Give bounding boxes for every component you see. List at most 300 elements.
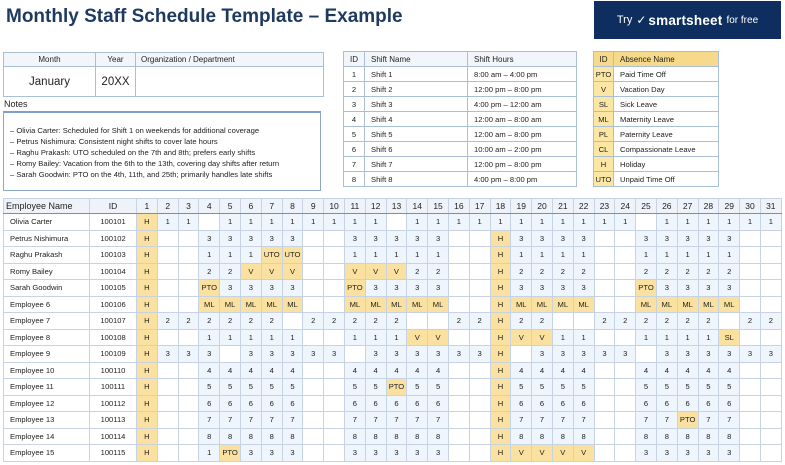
schedule-cell[interactable]: 2 [677, 263, 698, 280]
schedule-cell[interactable]: 7 [573, 412, 594, 429]
schedule-cell[interactable]: 1 [448, 214, 469, 231]
absence-code-cell[interactable]: ML [594, 112, 614, 127]
shift-name-cell[interactable]: Shift 4 [365, 112, 468, 127]
employee-name-cell[interactable]: Romy Bailey [4, 263, 90, 280]
schedule-cell[interactable]: 3 [698, 445, 719, 462]
schedule-cell[interactable] [178, 412, 199, 429]
schedule-cell[interactable]: V [386, 263, 407, 280]
absence-name-cell[interactable]: Paid Time Off [614, 67, 719, 82]
shift-id-cell[interactable]: 2 [344, 82, 365, 97]
schedule-cell[interactable] [615, 445, 636, 462]
schedule-cell[interactable] [740, 445, 761, 462]
schedule-cell[interactable]: 4 [344, 362, 365, 379]
schedule-cell[interactable]: 3 [656, 445, 677, 462]
schedule-cell[interactable]: 5 [698, 379, 719, 396]
schedule-cell[interactable]: 2 [760, 313, 781, 330]
schedule-cell[interactable]: 1 [656, 247, 677, 264]
schedule-cell[interactable]: 3 [386, 280, 407, 297]
schedule-cell[interactable]: PTO [344, 280, 365, 297]
schedule-cell[interactable] [157, 296, 178, 313]
schedule-cell[interactable] [324, 362, 345, 379]
schedule-cell[interactable]: 3 [220, 230, 241, 247]
schedule-cell[interactable]: 7 [282, 412, 303, 429]
schedule-cell[interactable]: 3 [199, 346, 220, 363]
schedule-cell[interactable]: 2 [178, 313, 199, 330]
schedule-cell[interactable]: 1 [324, 214, 345, 231]
schedule-cell[interactable]: 1 [407, 247, 428, 264]
schedule-cell[interactable] [469, 280, 490, 297]
employee-id-cell[interactable]: 100103 [90, 247, 137, 264]
schedule-cell[interactable]: 2 [448, 313, 469, 330]
schedule-cell[interactable]: SL [719, 329, 740, 346]
schedule-cell[interactable] [157, 379, 178, 396]
schedule-cell[interactable]: 2 [698, 263, 719, 280]
schedule-cell[interactable]: 3 [552, 280, 573, 297]
schedule-cell[interactable] [760, 445, 781, 462]
schedule-cell[interactable]: 2 [656, 313, 677, 330]
employee-name-cell[interactable]: Employee 6 [4, 296, 90, 313]
schedule-cell[interactable] [615, 412, 636, 429]
schedule-cell[interactable]: ML [365, 296, 386, 313]
schedule-cell[interactable]: 3 [573, 346, 594, 363]
schedule-cell[interactable] [324, 329, 345, 346]
schedule-cell[interactable]: 3 [282, 346, 303, 363]
schedule-cell[interactable] [303, 329, 324, 346]
shift-id-cell[interactable]: 8 [344, 172, 365, 187]
schedule-cell[interactable]: 2 [677, 313, 698, 330]
month-field[interactable]: January [4, 67, 96, 97]
schedule-cell[interactable]: 3 [324, 346, 345, 363]
schedule-cell[interactable] [760, 395, 781, 412]
schedule-cell[interactable] [719, 313, 740, 330]
schedule-cell[interactable]: 5 [656, 379, 677, 396]
shift-hours-cell[interactable]: 4:00 pm – 8:00 pm [468, 172, 577, 187]
schedule-cell[interactable]: 2 [199, 313, 220, 330]
schedule-cell[interactable]: 3 [698, 346, 719, 363]
schedule-cell[interactable]: H [490, 412, 511, 429]
employee-id-cell[interactable]: 100101 [90, 214, 137, 231]
schedule-cell[interactable] [157, 445, 178, 462]
schedule-cell[interactable]: V [552, 445, 573, 462]
schedule-cell[interactable] [303, 296, 324, 313]
schedule-cell[interactable] [615, 379, 636, 396]
schedule-cell[interactable]: 3 [282, 280, 303, 297]
shift-id-cell[interactable]: 3 [344, 97, 365, 112]
notes-box[interactable] [3, 111, 321, 191]
schedule-cell[interactable] [178, 263, 199, 280]
schedule-cell[interactable] [448, 362, 469, 379]
schedule-cell[interactable]: ML [282, 296, 303, 313]
schedule-cell[interactable] [615, 263, 636, 280]
schedule-cell[interactable]: 3 [573, 230, 594, 247]
schedule-cell[interactable]: 6 [677, 395, 698, 412]
schedule-cell[interactable]: 1 [407, 214, 428, 231]
schedule-cell[interactable]: 4 [636, 362, 657, 379]
schedule-cell[interactable] [760, 280, 781, 297]
schedule-cell[interactable]: 3 [261, 346, 282, 363]
schedule-cell[interactable] [324, 247, 345, 264]
schedule-cell[interactable] [386, 214, 407, 231]
schedule-cell[interactable]: 4 [573, 362, 594, 379]
schedule-cell[interactable]: 4 [240, 362, 261, 379]
schedule-cell[interactable]: H [137, 214, 158, 231]
schedule-cell[interactable]: 6 [407, 395, 428, 412]
schedule-cell[interactable]: H [137, 395, 158, 412]
schedule-cell[interactable]: 7 [240, 412, 261, 429]
schedule-cell[interactable] [324, 263, 345, 280]
schedule-cell[interactable]: 3 [261, 445, 282, 462]
schedule-cell[interactable]: V [407, 329, 428, 346]
schedule-cell[interactable] [303, 412, 324, 429]
schedule-cell[interactable] [740, 329, 761, 346]
schedule-cell[interactable]: V [532, 329, 553, 346]
schedule-cell[interactable]: 2 [220, 313, 241, 330]
schedule-cell[interactable] [448, 263, 469, 280]
employee-id-cell[interactable]: 100105 [90, 280, 137, 297]
schedule-cell[interactable]: ML [677, 296, 698, 313]
schedule-cell[interactable]: 3 [261, 230, 282, 247]
schedule-cell[interactable]: 8 [428, 428, 449, 445]
schedule-cell[interactable]: 3 [511, 230, 532, 247]
schedule-cell[interactable] [740, 247, 761, 264]
shift-hours-cell[interactable]: 12:00 am – 8:00 pm [468, 127, 577, 142]
schedule-cell[interactable]: 5 [199, 379, 220, 396]
schedule-cell[interactable] [448, 280, 469, 297]
schedule-cell[interactable]: ML [719, 296, 740, 313]
employee-id-cell[interactable]: 100115 [90, 445, 137, 462]
schedule-cell[interactable]: ML [407, 296, 428, 313]
schedule-cell[interactable] [303, 247, 324, 264]
absence-code-cell[interactable]: PL [594, 127, 614, 142]
schedule-cell[interactable]: H [490, 247, 511, 264]
schedule-cell[interactable]: 7 [365, 412, 386, 429]
schedule-cell[interactable]: 3 [220, 280, 241, 297]
schedule-cell[interactable]: 2 [656, 263, 677, 280]
schedule-cell[interactable]: 6 [365, 395, 386, 412]
schedule-cell[interactable] [157, 329, 178, 346]
employee-id-cell[interactable]: 100114 [90, 428, 137, 445]
schedule-cell[interactable]: 6 [261, 395, 282, 412]
schedule-cell[interactable]: ML [344, 296, 365, 313]
schedule-cell[interactable]: H [137, 412, 158, 429]
schedule-cell[interactable]: 4 [386, 362, 407, 379]
schedule-cell[interactable]: 3 [344, 445, 365, 462]
schedule-cell[interactable]: 1 [677, 247, 698, 264]
schedule-cell[interactable]: 2 [157, 313, 178, 330]
schedule-cell[interactable] [178, 362, 199, 379]
schedule-cell[interactable]: 8 [719, 428, 740, 445]
schedule-cell[interactable]: 3 [386, 230, 407, 247]
schedule-cell[interactable]: 3 [448, 346, 469, 363]
schedule-cell[interactable]: 1 [552, 329, 573, 346]
shift-hours-cell[interactable]: 10:00 am – 2:00 pm [468, 142, 577, 157]
schedule-cell[interactable] [760, 263, 781, 280]
schedule-cell[interactable]: 7 [636, 412, 657, 429]
schedule-cell[interactable]: 3 [240, 230, 261, 247]
schedule-cell[interactable]: 1 [636, 247, 657, 264]
schedule-cell[interactable]: H [137, 313, 158, 330]
schedule-cell[interactable]: 2 [511, 263, 532, 280]
schedule-cell[interactable] [303, 230, 324, 247]
schedule-cell[interactable]: 3 [386, 445, 407, 462]
schedule-cell[interactable] [324, 280, 345, 297]
schedule-cell[interactable] [448, 247, 469, 264]
absence-name-cell[interactable]: Compassionate Leave [614, 142, 719, 157]
absence-name-cell[interactable]: Holiday [614, 157, 719, 172]
schedule-cell[interactable]: 6 [573, 395, 594, 412]
schedule-cell[interactable] [324, 379, 345, 396]
schedule-cell[interactable]: 7 [386, 412, 407, 429]
shift-name-cell[interactable]: Shift 8 [365, 172, 468, 187]
shift-hours-cell[interactable]: 4:00 pm – 12:00 am [468, 97, 577, 112]
schedule-cell[interactable]: 4 [261, 362, 282, 379]
schedule-cell[interactable] [303, 428, 324, 445]
schedule-cell[interactable]: 1 [428, 247, 449, 264]
schedule-cell[interactable] [303, 362, 324, 379]
schedule-cell[interactable]: 7 [532, 412, 553, 429]
schedule-cell[interactable] [469, 412, 490, 429]
schedule-cell[interactable]: 7 [552, 412, 573, 429]
schedule-cell[interactable]: ML [656, 296, 677, 313]
schedule-cell[interactable] [594, 412, 615, 429]
schedule-cell[interactable]: 1 [220, 329, 241, 346]
schedule-cell[interactable]: 3 [636, 445, 657, 462]
schedule-cell[interactable]: ML [552, 296, 573, 313]
schedule-cell[interactable] [303, 280, 324, 297]
schedule-cell[interactable]: 8 [199, 428, 220, 445]
schedule-cell[interactable] [448, 412, 469, 429]
schedule-cell[interactable] [636, 214, 657, 231]
schedule-cell[interactable] [178, 428, 199, 445]
schedule-cell[interactable]: 3 [532, 346, 553, 363]
schedule-cell[interactable]: H [490, 362, 511, 379]
schedule-cell[interactable]: 8 [261, 428, 282, 445]
schedule-cell[interactable]: 5 [282, 379, 303, 396]
schedule-cell[interactable]: 7 [199, 412, 220, 429]
employee-id-cell[interactable]: 100104 [90, 263, 137, 280]
schedule-cell[interactable]: 2 [615, 313, 636, 330]
schedule-cell[interactable] [157, 247, 178, 264]
employee-name-cell[interactable]: Olivia Carter [4, 214, 90, 231]
schedule-cell[interactable]: 4 [282, 362, 303, 379]
absence-code-cell[interactable]: SL [594, 97, 614, 112]
schedule-cell[interactable]: 2 [573, 263, 594, 280]
schedule-cell[interactable]: 3 [428, 280, 449, 297]
schedule-cell[interactable] [469, 263, 490, 280]
schedule-cell[interactable] [740, 280, 761, 297]
schedule-cell[interactable]: PTO [677, 412, 698, 429]
schedule-cell[interactable] [594, 230, 615, 247]
employee-id-cell[interactable]: 100106 [90, 296, 137, 313]
schedule-cell[interactable]: 4 [698, 362, 719, 379]
schedule-cell[interactable] [324, 296, 345, 313]
schedule-cell[interactable] [615, 280, 636, 297]
schedule-cell[interactable]: 1 [573, 247, 594, 264]
schedule-cell[interactable] [178, 247, 199, 264]
schedule-cell[interactable]: 3 [573, 280, 594, 297]
schedule-cell[interactable]: 1 [490, 214, 511, 231]
schedule-cell[interactable] [469, 362, 490, 379]
schedule-cell[interactable]: 4 [428, 362, 449, 379]
schedule-cell[interactable]: 1 [261, 329, 282, 346]
schedule-cell[interactable]: H [137, 329, 158, 346]
shift-id-cell[interactable]: 4 [344, 112, 365, 127]
schedule-cell[interactable] [178, 329, 199, 346]
schedule-cell[interactable] [615, 296, 636, 313]
schedule-cell[interactable]: 3 [407, 445, 428, 462]
schedule-cell[interactable]: H [490, 428, 511, 445]
employee-id-cell[interactable]: 100111 [90, 379, 137, 396]
schedule-cell[interactable]: 3 [719, 230, 740, 247]
schedule-cell[interactable]: 6 [282, 395, 303, 412]
employee-name-cell[interactable]: Employee 8 [4, 329, 90, 346]
schedule-cell[interactable]: 3 [240, 445, 261, 462]
schedule-cell[interactable]: 2 [552, 263, 573, 280]
schedule-cell[interactable] [594, 296, 615, 313]
schedule-cell[interactable]: 6 [428, 395, 449, 412]
schedule-cell[interactable]: 1 [511, 247, 532, 264]
schedule-cell[interactable] [740, 230, 761, 247]
schedule-cell[interactable]: 3 [407, 280, 428, 297]
schedule-cell[interactable]: 1 [240, 247, 261, 264]
schedule-cell[interactable]: V [282, 263, 303, 280]
schedule-cell[interactable]: 3 [656, 230, 677, 247]
schedule-cell[interactable]: 3 [365, 280, 386, 297]
schedule-cell[interactable]: 1 [220, 247, 241, 264]
schedule-cell[interactable]: 2 [511, 313, 532, 330]
schedule-cell[interactable]: 3 [677, 230, 698, 247]
schedule-cell[interactable]: 7 [407, 412, 428, 429]
schedule-cell[interactable]: 6 [636, 395, 657, 412]
schedule-cell[interactable] [469, 230, 490, 247]
schedule-cell[interactable]: 1 [157, 214, 178, 231]
schedule-cell[interactable]: 6 [511, 395, 532, 412]
schedule-cell[interactable]: H [137, 445, 158, 462]
schedule-cell[interactable] [760, 247, 781, 264]
schedule-cell[interactable]: ML [511, 296, 532, 313]
absence-name-cell[interactable]: Unpaid Time Off [614, 172, 719, 187]
schedule-cell[interactable] [615, 247, 636, 264]
schedule-cell[interactable]: H [137, 296, 158, 313]
schedule-cell[interactable]: 2 [199, 263, 220, 280]
schedule-cell[interactable]: V [532, 445, 553, 462]
schedule-cell[interactable] [740, 296, 761, 313]
schedule-cell[interactable]: 2 [344, 313, 365, 330]
employee-id-cell[interactable]: 100110 [90, 362, 137, 379]
schedule-cell[interactable]: 7 [344, 412, 365, 429]
schedule-cell[interactable]: 3 [282, 445, 303, 462]
schedule-cell[interactable]: 8 [282, 428, 303, 445]
schedule-cell[interactable] [324, 445, 345, 462]
schedule-cell[interactable]: 1 [573, 214, 594, 231]
schedule-cell[interactable]: 6 [552, 395, 573, 412]
schedule-cell[interactable]: H [137, 362, 158, 379]
schedule-cell[interactable]: 6 [220, 395, 241, 412]
schedule-cell[interactable] [594, 247, 615, 264]
schedule-cell[interactable] [407, 313, 428, 330]
schedule-cell[interactable]: 3 [552, 346, 573, 363]
schedule-cell[interactable]: 3 [656, 346, 677, 363]
schedule-cell[interactable]: 1 [344, 329, 365, 346]
schedule-cell[interactable]: 3 [677, 445, 698, 462]
schedule-cell[interactable] [615, 395, 636, 412]
schedule-cell[interactable]: 1 [594, 214, 615, 231]
schedule-cell[interactable]: 7 [261, 412, 282, 429]
employee-name-cell[interactable]: Employee 7 [4, 313, 90, 330]
schedule-cell[interactable]: 2 [386, 313, 407, 330]
schedule-cell[interactable]: 2 [594, 313, 615, 330]
shift-hours-cell[interactable]: 8:00 am – 4:00 pm [468, 67, 577, 82]
absence-code-cell[interactable]: H [594, 157, 614, 172]
schedule-cell[interactable] [324, 428, 345, 445]
schedule-cell[interactable]: 1 [511, 214, 532, 231]
schedule-cell[interactable]: 1 [261, 214, 282, 231]
schedule-cell[interactable]: 3 [677, 346, 698, 363]
schedule-cell[interactable]: 8 [365, 428, 386, 445]
shift-name-cell[interactable]: Shift 7 [365, 157, 468, 172]
schedule-cell[interactable]: 5 [261, 379, 282, 396]
schedule-cell[interactable]: 1 [677, 329, 698, 346]
shift-id-cell[interactable]: 7 [344, 157, 365, 172]
schedule-cell[interactable] [594, 362, 615, 379]
schedule-cell[interactable]: H [137, 379, 158, 396]
shift-id-cell[interactable]: 1 [344, 67, 365, 82]
schedule-cell[interactable] [448, 329, 469, 346]
schedule-cell[interactable]: 2 [636, 313, 657, 330]
schedule-cell[interactable]: H [137, 247, 158, 264]
schedule-cell[interactable] [448, 296, 469, 313]
schedule-cell[interactable]: 2 [698, 313, 719, 330]
schedule-cell[interactable] [448, 395, 469, 412]
schedule-cell[interactable] [282, 313, 303, 330]
employee-name-cell[interactable]: Petrus Nishimura [4, 230, 90, 247]
schedule-cell[interactable]: ML [199, 296, 220, 313]
schedule-cell[interactable]: H [490, 329, 511, 346]
schedule-cell[interactable] [157, 263, 178, 280]
schedule-cell[interactable]: 7 [511, 412, 532, 429]
shift-name-cell[interactable]: Shift 6 [365, 142, 468, 157]
schedule-cell[interactable]: 7 [698, 412, 719, 429]
schedule-cell[interactable]: ML [532, 296, 553, 313]
employee-name-cell[interactable]: Employee 15 [4, 445, 90, 462]
schedule-cell[interactable]: 5 [511, 379, 532, 396]
schedule-cell[interactable]: 5 [719, 379, 740, 396]
schedule-cell[interactable]: 1 [282, 329, 303, 346]
schedule-cell[interactable] [344, 346, 365, 363]
schedule-cell[interactable] [178, 296, 199, 313]
schedule-cell[interactable]: 6 [532, 395, 553, 412]
schedule-cell[interactable] [636, 346, 657, 363]
schedule-cell[interactable] [760, 230, 781, 247]
schedule-cell[interactable]: 1 [698, 329, 719, 346]
year-field[interactable]: 20XX [96, 67, 136, 97]
schedule-cell[interactable]: PTO [199, 280, 220, 297]
schedule-cell[interactable]: 5 [677, 379, 698, 396]
schedule-cell[interactable]: 4 [511, 362, 532, 379]
schedule-cell[interactable]: 3 [656, 280, 677, 297]
schedule-cell[interactable]: 1 [344, 214, 365, 231]
schedule-cell[interactable]: 8 [636, 428, 657, 445]
schedule-cell[interactable]: 3 [407, 230, 428, 247]
schedule-cell[interactable]: 3 [760, 346, 781, 363]
schedule-cell[interactable]: 1 [303, 214, 324, 231]
schedule-cell[interactable]: 4 [220, 362, 241, 379]
absence-name-cell[interactable]: Sick Leave [614, 97, 719, 112]
schedule-cell[interactable]: H [137, 280, 158, 297]
schedule-cell[interactable]: 3 [636, 230, 657, 247]
schedule-cell[interactable] [760, 379, 781, 396]
schedule-cell[interactable] [324, 412, 345, 429]
